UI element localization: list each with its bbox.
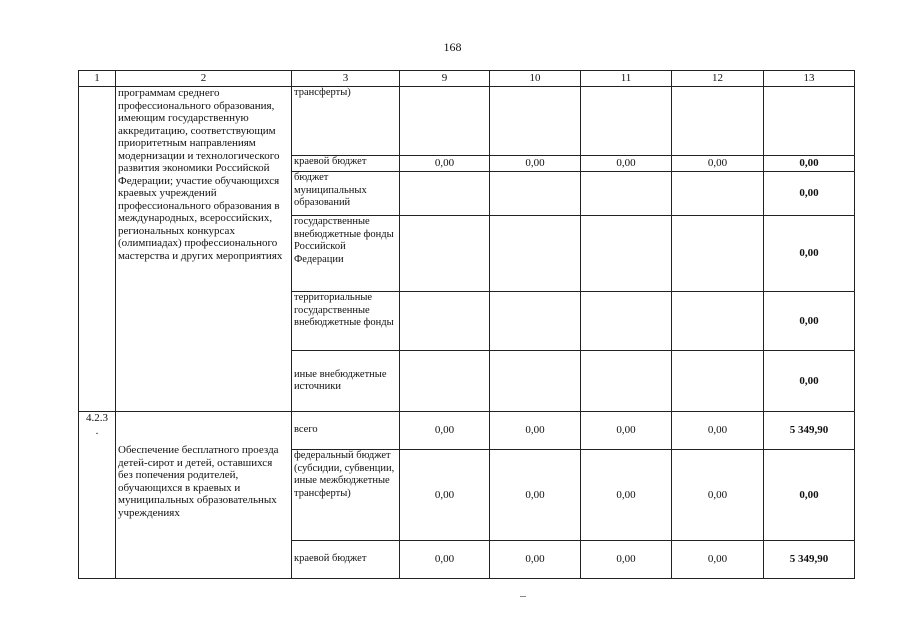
funding-source: территориальные государственные внебюджетные фонды <box>292 292 400 351</box>
value-cell <box>400 172 490 216</box>
measure-description: Обеспечение бесплатного проезда детей-сирот и детей, оставшихся без попечения родителей, обучающихся в краевых и муниципальных образовательных учреждениях <box>116 412 292 579</box>
value-cell: 0,00 <box>400 541 490 579</box>
row-id <box>79 87 116 412</box>
value-cell: 0,00 <box>672 156 764 172</box>
total-cell: 0,00 <box>764 156 855 172</box>
total-cell: 0,00 <box>764 216 855 292</box>
funding-source: иные внебюджетные источники <box>292 351 400 412</box>
funding-source: краевой бюджет <box>292 156 400 172</box>
value-cell <box>490 292 581 351</box>
column-header: 1 <box>79 71 116 87</box>
funding-source: федеральный бюджет (субсидии, субвенции, иные межбюджетные трансферты) <box>292 450 400 541</box>
value-cell <box>672 216 764 292</box>
table-row <box>79 87 855 156</box>
funding-source: бюджет муниципальных образований <box>292 172 400 216</box>
budget-table <box>78 70 855 579</box>
value-cell: 0,00 <box>581 412 672 450</box>
value-cell: 0,00 <box>581 450 672 541</box>
column-header: 12 <box>672 71 764 87</box>
funding-source: трансферты) <box>292 87 400 156</box>
value-cell <box>672 172 764 216</box>
column-header: 11 <box>581 71 672 87</box>
value-cell <box>400 292 490 351</box>
total-cell: 5 349,90 <box>764 541 855 579</box>
column-header: 10 <box>490 71 581 87</box>
value-cell <box>400 87 490 156</box>
measure-description: программам среднего профессионального образования, имеющим государственную аккредитацию, соответствующим приоритетным направлениям модернизации и технологического развития экономики Российской Федерации; участие обучающихся краевых учреждений профессионального образования в международных, всероссийских, региональных конкурсах (олимпиадах) профессионального мастерства и других мероприятиях <box>116 87 292 412</box>
total-cell: 0,00 <box>764 351 855 412</box>
value-cell <box>490 87 581 156</box>
value-cell: 0,00 <box>400 450 490 541</box>
column-header: 3 <box>292 71 400 87</box>
value-cell <box>581 172 672 216</box>
funding-source: всего <box>292 412 400 450</box>
value-cell <box>490 216 581 292</box>
total-cell: 0,00 <box>764 292 855 351</box>
funding-source: краевой бюджет <box>292 541 400 579</box>
value-cell: 0,00 <box>490 450 581 541</box>
column-header: 9 <box>400 71 490 87</box>
value-cell <box>672 351 764 412</box>
value-cell <box>490 351 581 412</box>
value-cell <box>400 216 490 292</box>
value-cell: 0,00 <box>490 541 581 579</box>
value-cell: 0,00 <box>400 412 490 450</box>
value-cell <box>581 87 672 156</box>
total-cell <box>764 87 855 156</box>
value-cell <box>400 351 490 412</box>
value-cell <box>490 172 581 216</box>
table-row <box>79 412 855 450</box>
header-row <box>79 71 855 87</box>
value-cell: 0,00 <box>672 450 764 541</box>
page-number: 168 <box>443 40 462 54</box>
value-cell: 0,00 <box>672 541 764 579</box>
value-cell: 0,00 <box>672 412 764 450</box>
value-cell: 0,00 <box>400 156 490 172</box>
value-cell: 0,00 <box>490 412 581 450</box>
value-cell <box>672 292 764 351</box>
total-cell: 0,00 <box>764 450 855 541</box>
value-cell: 0,00 <box>581 541 672 579</box>
scan-mark <box>520 596 526 597</box>
total-cell: 0,00 <box>764 172 855 216</box>
total-cell: 5 349,90 <box>764 412 855 450</box>
value-cell <box>672 87 764 156</box>
value-cell: 0,00 <box>490 156 581 172</box>
column-header: 2 <box>116 71 292 87</box>
column-header: 13 <box>764 71 855 87</box>
value-cell <box>581 351 672 412</box>
funding-source: государственные внебюджетные фонды Российской Федерации <box>292 216 400 292</box>
value-cell <box>581 292 672 351</box>
row-id: 4.2.3 . <box>79 412 116 579</box>
value-cell: 0,00 <box>581 156 672 172</box>
value-cell <box>581 216 672 292</box>
